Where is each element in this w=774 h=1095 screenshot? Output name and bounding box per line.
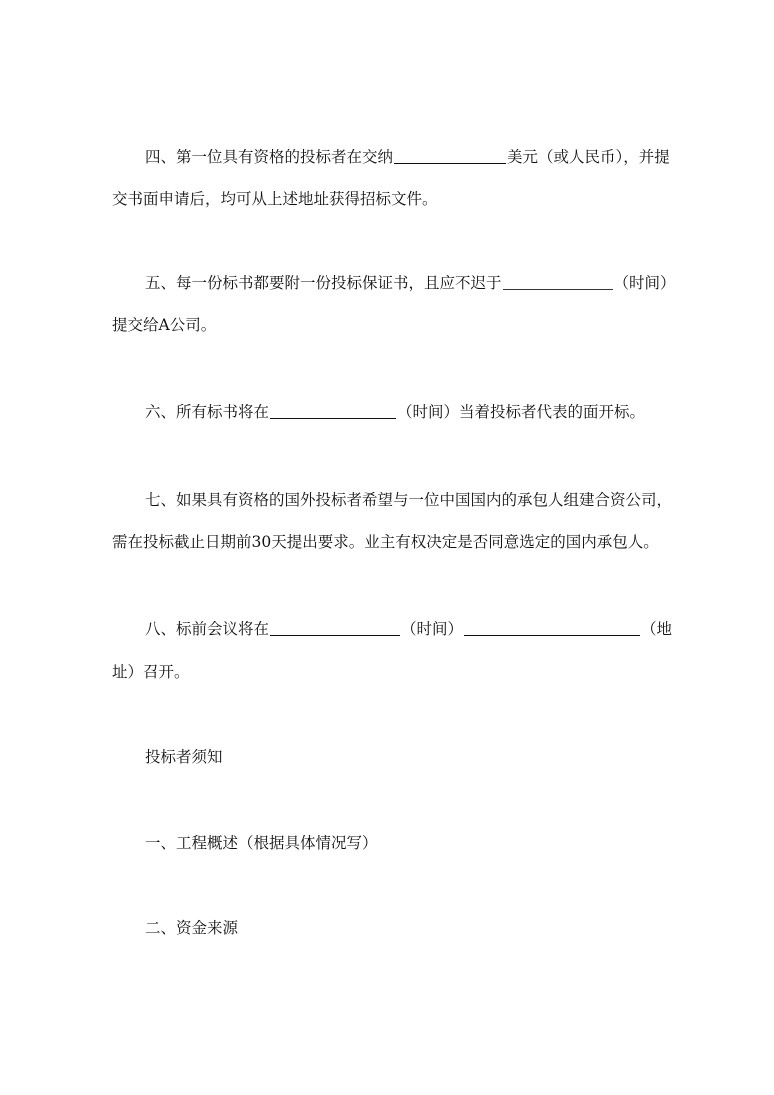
clause-4-line-2: 交书面申请后，均可从上述地址获得招标文件。 — [112, 190, 438, 208]
clause-4-line-1 — [145, 146, 670, 168]
clause-8-line-1 — [145, 618, 673, 640]
deadline-blank — [503, 288, 613, 290]
clause-5-text-a: 五、每一份标书都要附一份投标保证书，且应不迟于 — [145, 274, 502, 292]
clause-7-line-1: 七、如果具有资格的国外投标者希望与一位中国国内的承包人组建合资公司， — [145, 491, 673, 509]
item-2: 二、资金来源 — [145, 919, 239, 937]
clause-4-text-a: 四、第一位具有资格的投标者在交纳 — [145, 148, 394, 166]
clause-5-text-b: （时间） — [613, 274, 676, 292]
meeting-address-blank — [464, 634, 640, 636]
section-title: 投标者须知 — [145, 748, 223, 766]
clause-6-text-a: 六、所有标书将在 — [145, 403, 270, 421]
clause-4-text-b: 美元（或人民币），并提 — [507, 148, 670, 166]
clause-6-line-1 — [145, 401, 662, 423]
clause-5-line-2: 提交给A公司。 — [112, 316, 217, 334]
meeting-time-blank — [270, 634, 400, 636]
clause-5-line-1 — [145, 272, 676, 294]
clause-8-text-c: （地 — [641, 620, 673, 638]
clause-6-text-b: （时间）当着投标者代表的面开标。 — [397, 403, 646, 421]
clause-8-text-b: （时间） — [401, 620, 464, 638]
opening-time-blank — [270, 417, 396, 419]
clause-8-text-a: 八、标前会议将在 — [145, 620, 270, 638]
clause-8-line-2: 址）召开。 — [112, 663, 190, 681]
clause-7-line-2: 需在投标截止日期前30天提出要求。业主有权决定是否同意选定的国内承包人。 — [112, 533, 659, 551]
amount-blank — [394, 162, 506, 164]
item-1: 一、工程概述（根据具体情况写） — [145, 834, 378, 852]
